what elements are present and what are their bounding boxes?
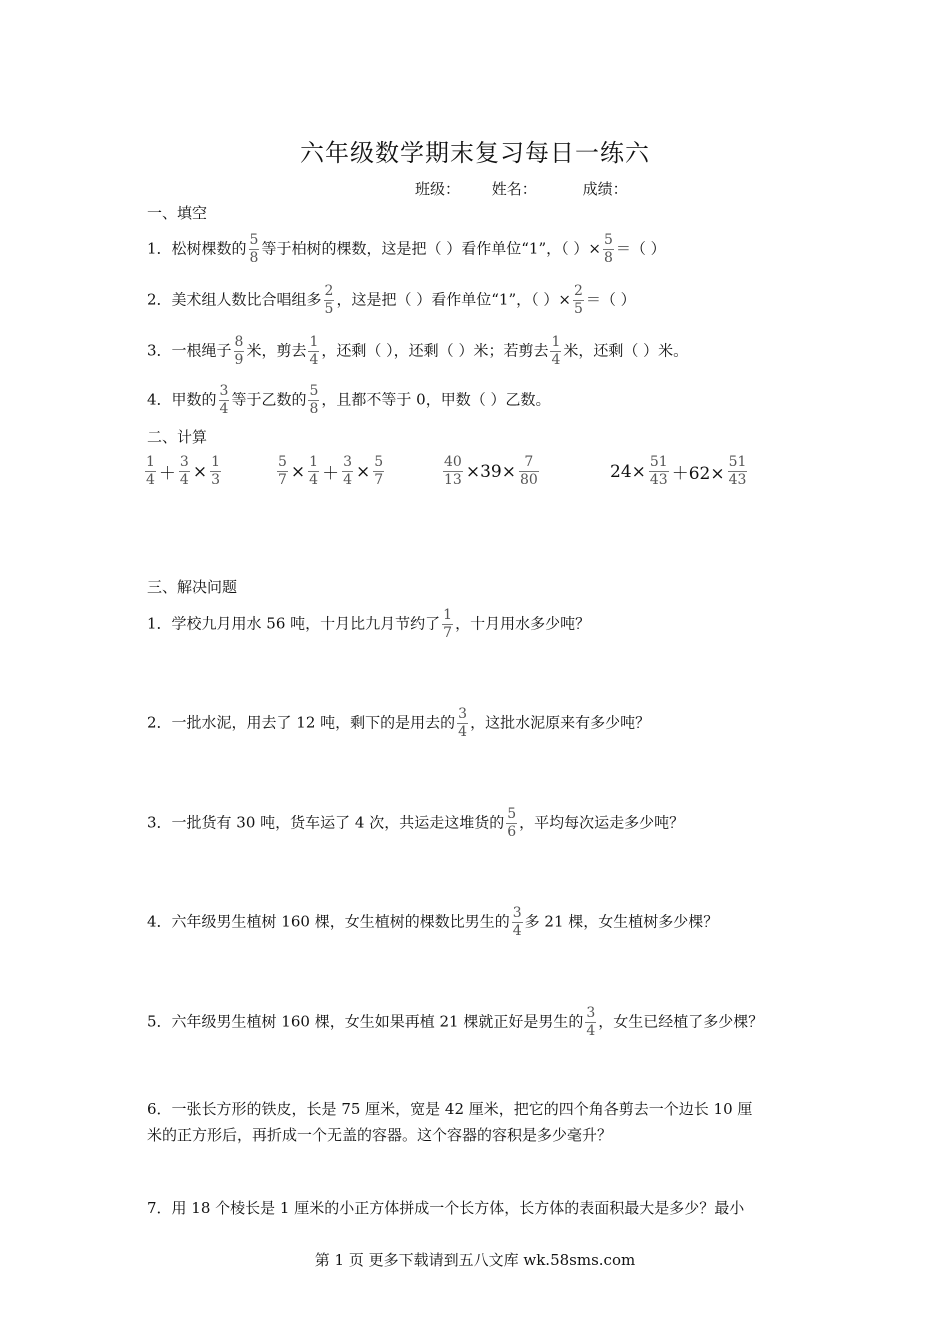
- fill-question-2: 2．美术组人数比合唱组多 $\frac{2}{5}$ ，这是把（ ）看作单位“1”，（ ）× $\frac{2}{5}$ ＝（ ）: [147, 283, 636, 317]
- word-problem-1: 1．学校九月用水 56 吨，十月比九月节约了 $\frac{1}{7}$ ，十月用水多少吨？: [147, 607, 591, 641]
- page-title: 六年级数学期末复习每日一练六: [300, 139, 650, 167]
- fill-question-4: 4．甲数的 $\frac{3}{4}$ 等于乙数的 $\frac{5}{8}$ ，且都不等于 0，甲数（ ）乙数。: [147, 383, 551, 417]
- fill-question-3: 3．一根绳子 $\frac{8}{9}$ 米，剪去 $\frac{1}{4}$ ，还剩（ ），还剩（ ）米；若剪去 $\frac{1}{4}$ 米，还剩（ ）米。: [147, 334, 689, 368]
- score-label: 成绩：: [582, 180, 628, 198]
- word-problem-6-line-1: 6．一张长方形的铁皮，长是 75 厘米，宽是 42 厘米，把它的四个角各剪去一个边长 10 厘: [147, 1100, 753, 1118]
- fill-question-1: 1．松树棵数的 $\frac{5}{8}$ 等于柏树的棵数，这是把（ ）看作单位“1”，（ ）× $\frac{5}{8}$ ＝（ ）: [147, 232, 666, 266]
- fraction: $\frac{3}{4}$: [458, 706, 468, 740]
- word-problem-2: 2．一批水泥，用去了 12 吨，剩下的是用去的 $\frac{3}{4}$ ，这批水泥原来有多少吨？: [147, 706, 651, 740]
- fraction: $\frac{1}{4}$: [309, 334, 319, 368]
- word-problem-4: 4．六年级男生植树 160 棵，女生植树的棵数比男生的 $\frac{3}{4}$ 多 21 棵，女生植树多少棵？: [147, 905, 719, 939]
- fraction: $\frac{3}{4}$: [512, 905, 522, 939]
- fraction: $\frac{2}{5}$: [573, 283, 583, 317]
- fraction: $\frac{5}{6}$: [507, 806, 517, 840]
- section-heading-fill: 一、填空: [147, 204, 208, 222]
- class-label: 班级：: [415, 180, 461, 198]
- fraction: $\frac{5}{8}$: [309, 383, 319, 417]
- fraction: $\frac{5}{8}$: [603, 232, 613, 266]
- calc-expression-4: 24× $\frac{51}{43}$ ＋62× $\frac{51}{43}$: [610, 454, 747, 488]
- fraction: $\frac{1}{7}$: [443, 607, 453, 641]
- student-info-line: [415, 178, 628, 199]
- word-problem-7-line-1: 7．用 18 个棱长是 1 厘米的小正方体拼成一个长方体，长方体的表面积最大是多少？最小: [147, 1199, 745, 1217]
- fraction: $\frac{3}{4}$: [219, 383, 229, 417]
- fraction: $\frac{3}{4}$: [586, 1005, 596, 1039]
- fraction: $\frac{1}{4}$: [551, 334, 561, 368]
- page-footer: 第 1 页 更多下载请到五八文库 wk.58sms.com: [314, 1251, 636, 1269]
- calc-expression-1: $\frac{1}{4}$ ＋ $\frac{3}{4}$ × $\frac{1}{3}$: [146, 454, 221, 488]
- section-heading-calc: 二、计算: [147, 428, 208, 446]
- name-label: 姓名：: [491, 180, 537, 198]
- fraction: $\frac{8}{9}$: [234, 334, 244, 368]
- calc-expression-2: $\frac{5}{7}$ × $\frac{1}{4}$ ＋ $\frac{3}{4}$ × $\frac{5}{7}$: [278, 454, 384, 488]
- word-problem-6-line-2: 米的正方形后，再折成一个无盖的容器。这个容器的容积是多少毫升？: [147, 1126, 613, 1144]
- word-problem-5: 5．六年级男生植树 160 棵，女生如果再植 21 棵就正好是男生的 $\frac{3}{4}$ ，女生已经植了多少棵？: [147, 1005, 764, 1039]
- section-heading-problems: 三、解决问题: [147, 578, 238, 596]
- fraction: $\frac{5}{8}$: [249, 232, 259, 266]
- calc-expression-3: $\frac{40}{13}$ ×39× $\frac{7}{80}$: [444, 454, 538, 488]
- word-problem-3: 3．一批货有 30 吨，货车运了 4 次，共运走这堆货的 $\frac{5}{6}$ ，平均每次运走多少吨？: [147, 806, 685, 840]
- fraction: $\frac{2}{5}$: [324, 283, 334, 317]
